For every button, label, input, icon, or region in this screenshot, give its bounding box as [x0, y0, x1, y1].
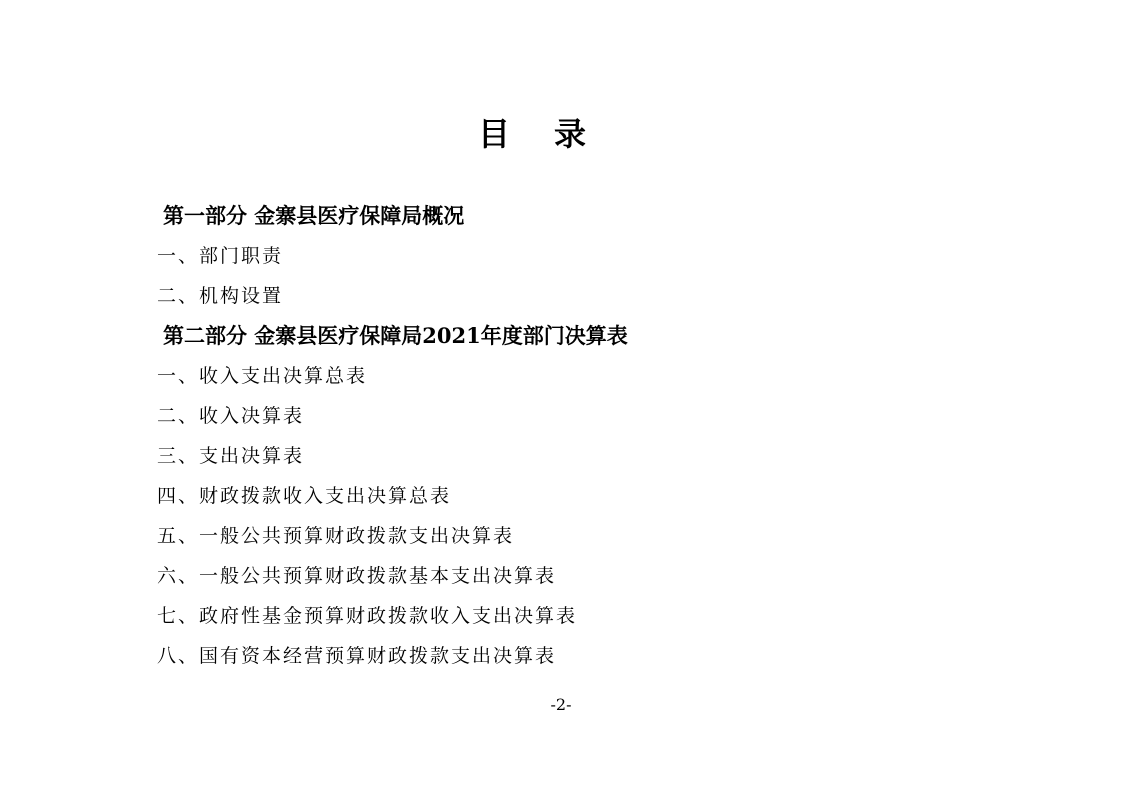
toc-item: 一、收入支出决算总表	[157, 365, 368, 387]
toc-item: 六、一般公共预算财政拨款基本支出决算表	[157, 565, 557, 587]
toc-item: 二、收入决算表	[157, 405, 305, 427]
table-of-contents	[157, 196, 1057, 676]
part-two-heading: 第二部分 金寨县医疗保障局2021年度部门决算表	[163, 323, 628, 348]
part-one-heading: 第一部分 金寨县医疗保障局概况	[163, 203, 465, 228]
toc-item: 七、政府性基金预算财政拨款收入支出决算表	[157, 605, 578, 627]
page-number: -2-	[550, 695, 572, 714]
toc-item: 四、财政拨款收入支出决算总表	[157, 485, 452, 507]
toc-item: 二、机构设置	[157, 285, 284, 307]
toc-item: 八、国有资本经营预算财政拨款支出决算表	[157, 645, 557, 667]
toc-item: 五、一般公共预算财政拨款支出决算表	[157, 525, 515, 547]
toc-item: 一、部门职责	[157, 245, 284, 267]
toc-item: 三、支出决算表	[157, 445, 305, 467]
page-title: 目录	[477, 115, 630, 153]
